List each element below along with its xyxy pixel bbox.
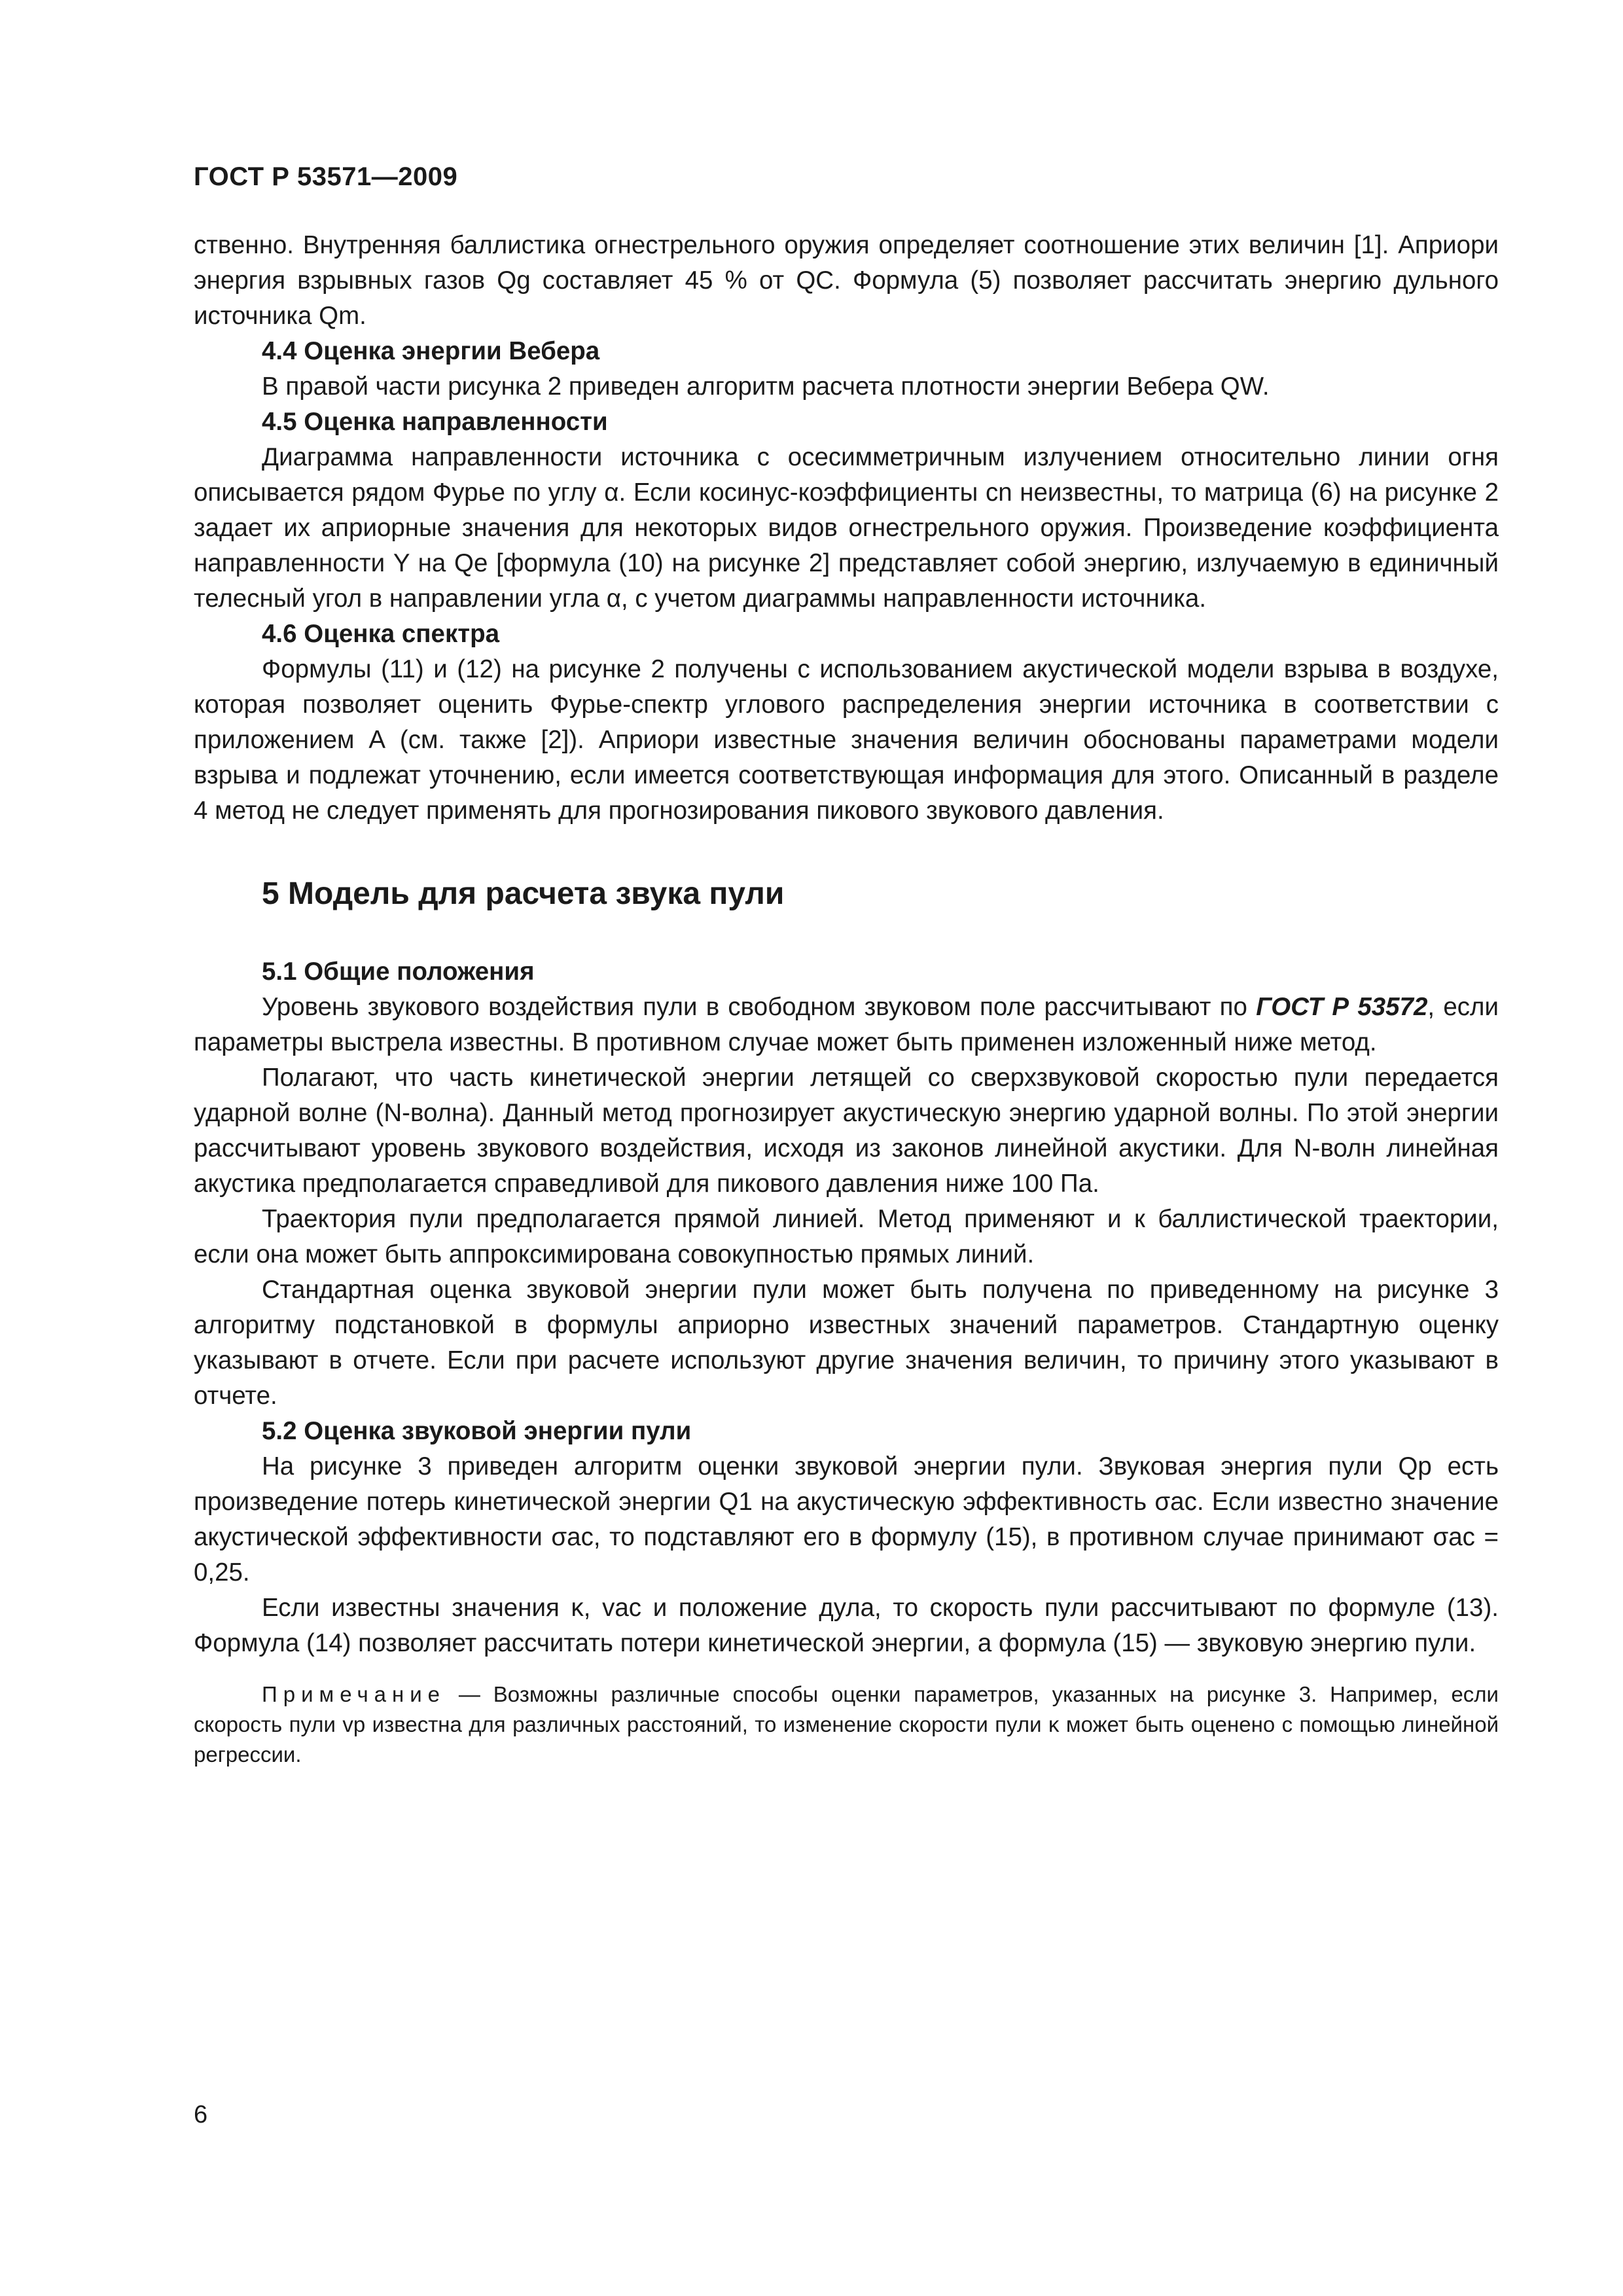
- note: [194, 1679, 1499, 1770]
- section-5-heading: 5 Модель для расчета звука пули: [262, 876, 785, 911]
- page-number: 6: [194, 2101, 208, 2128]
- note-label: Примечание: [262, 1682, 446, 1706]
- subsection-4-4-heading: 4.4 Оценка энергии Вебера: [262, 337, 600, 365]
- paragraph-5-1-d: Стандартная оценка звуковой энергии пули может быть получена по приведенному на рисунке 3 алгоритму подстановкой в формулы априорно известных значений параметров. Стандартную оценку указывают в отчете. Если при расчете используют другие значения величин, то причину этого указывают в отчете.: [194, 1276, 1499, 1410]
- document-header: ГОСТ Р 53571—2009: [194, 162, 458, 191]
- note-text: — Возможны различные способы оценки параметров, указанных на рисунке 3. Например, если скорость пули vp известна для различных расстояний, то изменение скорости пули κ может быть оценено с помощью линейной регрессии.: [194, 1682, 1499, 1767]
- paragraph-5-1-a-start: Уровень звукового воздействия пули в свободном звуковом поле рассчитывают по: [262, 993, 1257, 1021]
- paragraph-5-2-a: На рисунке 3 приведен алгоритм оценки звуковой энергии пули. Звуковая энергия пули Qp есть произведение потерь кинетической энергии Q1 на акустическую эффективность σac. Если известно значение акустической эффективности σac, то подставляют его в формулу (15), в противном случае принимают σac = 0,25.: [194, 1452, 1499, 1587]
- paragraph-continuation: ственно. Внутренняя баллистика огнестрельного оружия определяет соотношение этих величин [1]. Априори энергия взрывных газов Qg составляет 45 % от QC. Формула (5) позволяет рассчитать энергию дульного источника Qm.: [194, 231, 1499, 330]
- paragraph-4-4: В правой части рисунка 2 приведен алгоритм расчета плотности энергии Вебера QW.: [262, 372, 1270, 401]
- paragraph-5-1-b: Полагают, что часть кинетической энергии летящей со сверхзвуковой скоростью пули передается ударной волне (N-волна). Данный метод прогнозирует акустическую энергию ударной волны. По этой энергии рассчитывают уровень звукового воздействия, исходя из законов линейной акустики. Для N-волн линейная акустика предполагается справедливой для пикового давления ниже 100 Па.: [194, 1064, 1499, 1198]
- paragraph-5-2-b: Если известны значения κ, vac и положение дула, то скорость пули рассчитывают по формуле (13). Формула (14) позволяет рассчитать потери кинетической энергии, а формула (15) — звуковую энергию пули.: [194, 1594, 1499, 1657]
- subsection-4-6-heading: 4.6 Оценка спектра: [262, 620, 500, 648]
- paragraph-4-6: Формулы (11) и (12) на рисунке 2 получены с использованием акустической модели взрыва в воздухе, которая позволяет оценить Фурье-спектр углового распределения энергии источника в соответствии с приложением А (см. также [2]). Априори известные значения величин обоснованы параметрами модели взрыва и подлежат уточнению, если имеется соответствующая информация для этого. Описанный в разделе 4 метод не следует применять для прогнозирования пикового звукового давления.: [194, 655, 1499, 825]
- paragraph-5-1-c: Траектория пули предполагается прямой линией. Метод применяют и к баллистической траектории, если она может быть аппроксимирована совокупностью прямых линий.: [194, 1205, 1499, 1268]
- subsection-4-5-heading: 4.5 Оценка направленности: [262, 408, 608, 436]
- subsection-5-2-heading: 5.2 Оценка звуковой энергии пули: [262, 1417, 692, 1445]
- standard-reference: ГОСТ Р 53572: [1256, 993, 1428, 1021]
- document-body: [194, 228, 1499, 1770]
- paragraph-5-1-a: [194, 990, 1499, 1060]
- paragraph-4-5: Диаграмма направленности источника с осесимметричным излучением относительно линии огня описывается рядом Фурье по углу α. Если косинус-коэффициенты cn неизвестны, то матрица (6) на рисунке 2 задает их априорные значения для некоторых видов огнестрельного оружия. Произведение коэффициента направленности Y на Qe [формула (10) на рисунке 2] представляет собой энергию, излучаемую в единичный телесный угол в направлении угла α, с учетом диаграммы направленности источника.: [194, 443, 1499, 613]
- subsection-5-1-heading: 5.1 Общие положения: [262, 958, 535, 986]
- paragraph-5-1-a-end: , если параметры выстрела известны. В противном случае может быть применен изложенный ниже метод.: [194, 993, 1499, 1056]
